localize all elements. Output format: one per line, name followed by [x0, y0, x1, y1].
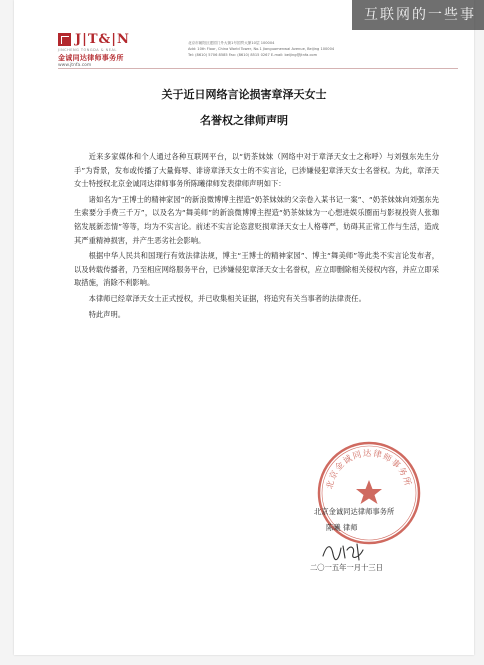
handwritten-signature-icon [317, 538, 372, 564]
statement-title-line1: 关于近日网络言论损害章泽天女士 [161, 88, 327, 101]
paragraph: 诸如名为“王博士的精神家园”的新浪微博博主捏造“奶茶妹妹的父亲卷入某书记一案”、“奶茶妹妹向刘强东先生索要分手费三千万”，以及名为“舞美师”的新浪微博博主捏造“奶茶妹妹为一心想进娱乐圈而与影视投资人张珈铭发展新恋情”等等，均为不实言论。前述不实言论恣意贬损章泽天女士人格尊严，妨碍其正常工作与生活，造成其严重精神损害，并产生恶劣社会影响。 [74, 194, 439, 245]
firm-url: www.jtnfa.com [58, 63, 92, 68]
seal-text: 北京金诚同达律师事务所 [325, 448, 413, 491]
firm-name: 金诚同达律师事务所 [58, 54, 124, 62]
signing-date: 二〇一五年一月十三日 [310, 563, 383, 572]
letterhead [58, 32, 458, 68]
signing-firm: 北京金诚同达律师事务所 [314, 507, 395, 516]
document-page [14, 0, 474, 655]
logo-square-icon [58, 33, 71, 46]
paragraph: 根据中华人民共和国现行有效法律法规，博主“王博士的精神家园”、博主“舞美师”等此类不实言论发布者，以及转载传播者，乃至相应网络服务平台，已涉嫌侵犯章泽天女士名誉权，应立即删除相关侵权内容，并应立即采取措施，消除不利影响。 [74, 251, 439, 288]
firm-logo [58, 32, 168, 68]
statement-title-line2: 名誉权之律师声明 [200, 114, 288, 127]
official-seal-icon [314, 438, 424, 548]
header-divider [58, 68, 458, 69]
firm-address [188, 40, 468, 58]
logo-letters: J|T&|N [75, 32, 130, 47]
svg-text:北京金诚同达律师事务所 [324, 448, 413, 490]
address-line: 北京市朝阳区建国门外大街1号国贸大厦10层 100004 [188, 41, 275, 45]
address-line: Tel: (8610) 5706 8585 Fax: (8610) 8515 0267 E-mail: beijing@jtnfa.com [188, 53, 318, 57]
site-watermark: 互联网的一些事 [352, 0, 484, 30]
logo-subtitle: JINCHENG TONGDA & NEAL [58, 48, 117, 52]
paragraph: 本律师已经章泽天女士正式授权，并已收集相关证据，将追究有关当事者的法律责任。 [88, 293, 366, 303]
signing-lawyer: 陈曦 律师 [326, 523, 358, 532]
address-line: Add: 10th Floor, China World Tower, No.1 Jianguomenwai Avenue, Beijing 100004 [188, 47, 335, 51]
paragraph: 特此声明。 [88, 309, 126, 319]
paragraph: 近来多家媒体和个人通过各种互联网平台，以“奶茶妹妹（网络中对于章泽天女士之称呼）与刘强东先生分手”为背景，发布或传播了大量侮辱、诽谤章泽天女士的不实言论，已涉嫌侵犯章泽天女士名誉权。为此，章泽天女士特授权北京金诚同达律师事务所陈曦律师发表律师声明如下： [74, 152, 439, 189]
statement-body [74, 150, 439, 323]
